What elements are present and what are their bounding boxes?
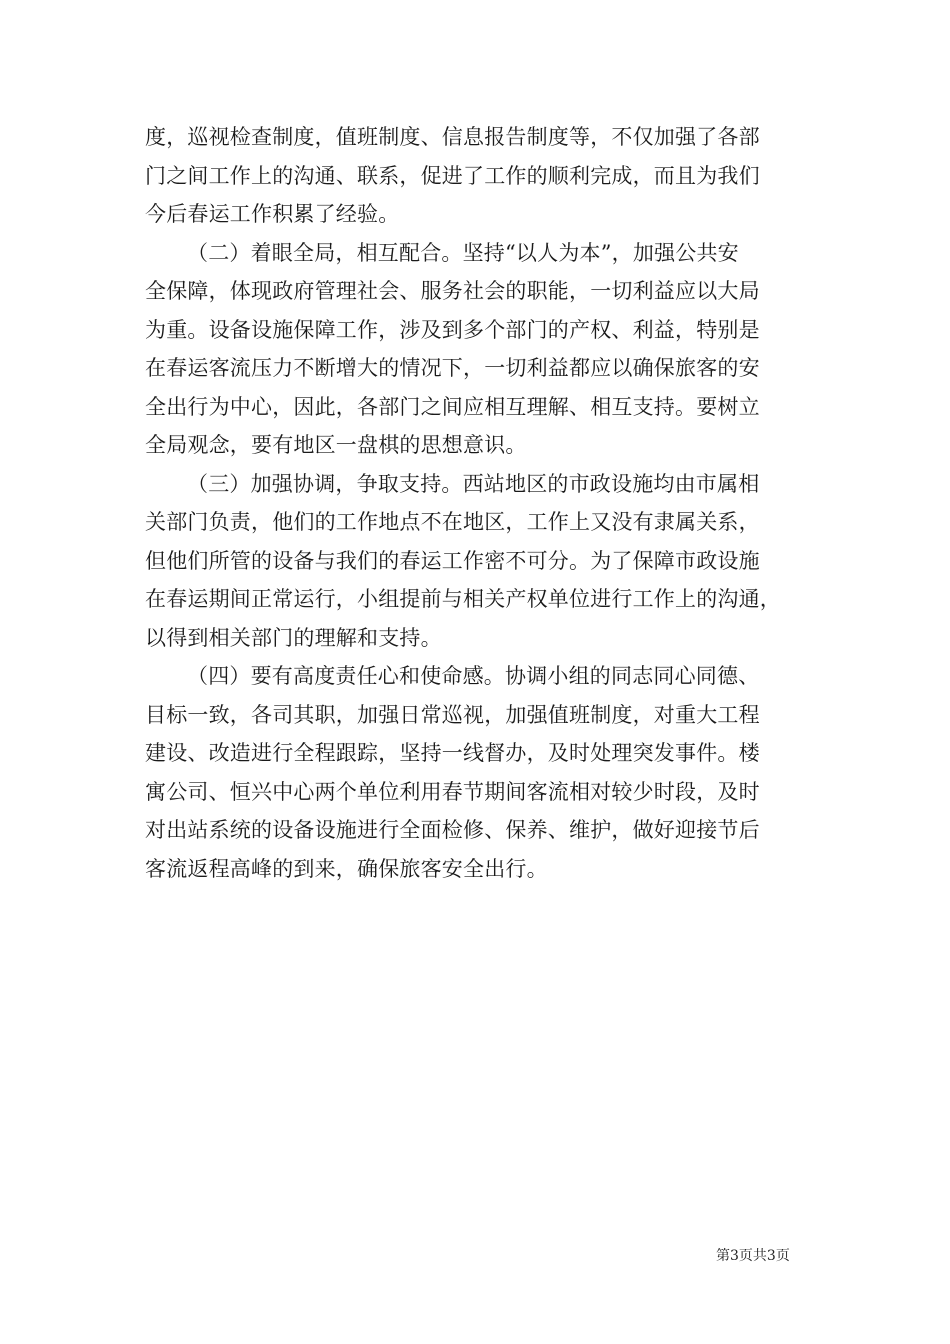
text-line: 目标一致，各司其职，加强日常巡视，加强值班制度，对重大工程	[145, 702, 760, 727]
text-line: 关部门负责，他们的工作地点不在地区，工作上又没有隶属关系，	[145, 510, 760, 534]
text-line: 客流返程高峰的到来，确保旅客安全出行。	[145, 856, 548, 881]
paragraph-heading-line: （四）要有高度责任心和使命感。协调小组的同志同心同德、	[187, 664, 760, 688]
text-line: 建设、改造进行全程跟踪，坚持一线督办，及时处理突发事件。楼	[145, 741, 760, 765]
page-number-footer: 第3页共3页	[716, 1248, 790, 1264]
text-line: 但他们所管的设备与我们的春运工作密不可分。为了保障市政设施	[145, 548, 760, 573]
text-line: 在春运期间正常运行，小组提前与相关产权单位进行工作上的沟通，	[145, 587, 781, 611]
text-line: 今后春运工作积累了经验。	[145, 202, 400, 226]
document-body	[145, 118, 813, 888]
text-line: 全保障，体现政府管理社会、服务社会的职能，一切利益应以大局	[145, 279, 760, 303]
text-line: 度，巡视检查制度，值班制度、信息报告制度等，不仅加强了各部	[145, 125, 760, 149]
text-line: 在春运客流压力不断增大的情况下，一切利益都应以确保旅客的安	[145, 356, 760, 380]
text-line: 为重。设备设施保障工作，涉及到多个部门的产权、利益，特别是	[145, 317, 760, 342]
text-line: 门之间工作上的沟通、联系，促进了工作的顺利完成，而且为我们	[145, 163, 760, 188]
text-line: 全局观念，要有地区一盘棋的思想意识。	[145, 433, 527, 457]
paragraph-heading-line: （三）加强协调，争取支持。西站地区的市政设施均由市属相	[187, 471, 760, 496]
text-line: 以得到相关部门的理解和支持。	[145, 625, 442, 650]
text-line: 寓公司、恒兴中心两个单位利用春节期间客流相对较少时段，及时	[145, 779, 760, 804]
text-line: 全出行为中心，因此，各部门之间应相互理解、相互支持。要树立	[145, 394, 760, 419]
paragraph-heading-line: （二）着眼全局，相互配合。坚持“以人为本”，加强公共安	[187, 240, 739, 265]
text-line: 对出站系统的设备设施进行全面检修、保养、维护，做好迎接节后	[145, 818, 760, 842]
